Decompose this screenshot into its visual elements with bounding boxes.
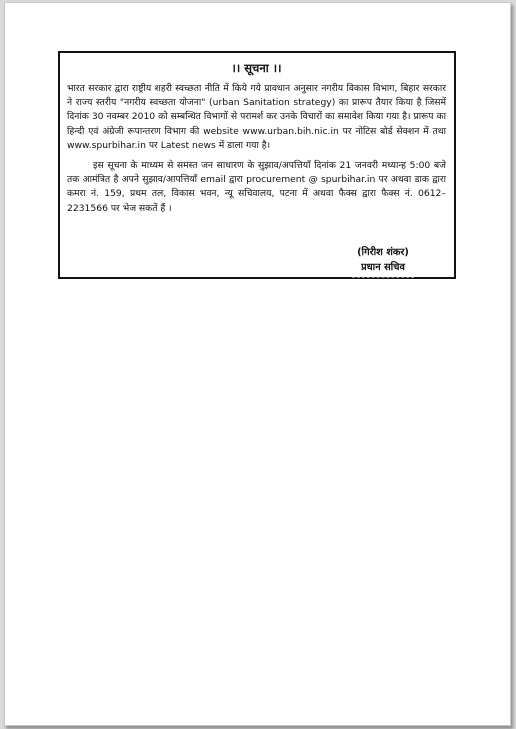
notice-title: ।। सूचना ।। xyxy=(231,61,282,75)
signatory-name: (गिरीश शंकर) xyxy=(357,247,409,258)
notice-paragraph-1: भारत सरकार द्वारा राष्ट्रीय शहरी स्वच्छता नीति में किये गये प्रावधान अनुसार नगरीय विकास विभाग, बिहार सरकार ने राज्य स्तरीय "नगरीय स्वच्छता योजना" (urban Sanitation strategy) का प्रारूप तैयार किया है जिसमें दिनांक 30 नवम्बर 2010 को सम्बन्धित विभागों से परामर्श कर उनके विचारों का समावेश किया गया है। प्रारूप का हिन्दी एवं अंग्रेजी रूपान्तरण विभाग की website www.urban.bih.nic.in पर नोटिस बोर्ड सेक्शन में तथा www.spurbihar.in पर Latest news में डाला गया है। xyxy=(67,83,446,151)
signature-block xyxy=(352,245,414,279)
signatory-title: प्रधान सचिव xyxy=(361,262,405,273)
notice-paragraph-2: इस सूचना के माध्यम से समस्त जन साधारण के सुझाव/अपत्तियाँ दिनांक 21 जनवरी मध्यान्ह 5:00 बजे तक आमंत्रित है अपने सुझाव/आपत्तियाँ email द्वारा procurement @ spurbihar.in पर अथवा डाक द्वारा कमरा नं. 159, प्रथम तल, विकास भवन, न्यू सचिवालय, पटना में अथवा फैक्स द्वारा फैक्स नं. 0612–2231566 पर भेज सकतें हैं । xyxy=(67,160,446,214)
signature-underline xyxy=(352,277,414,279)
document-page xyxy=(4,2,511,726)
notice-box xyxy=(58,51,456,279)
